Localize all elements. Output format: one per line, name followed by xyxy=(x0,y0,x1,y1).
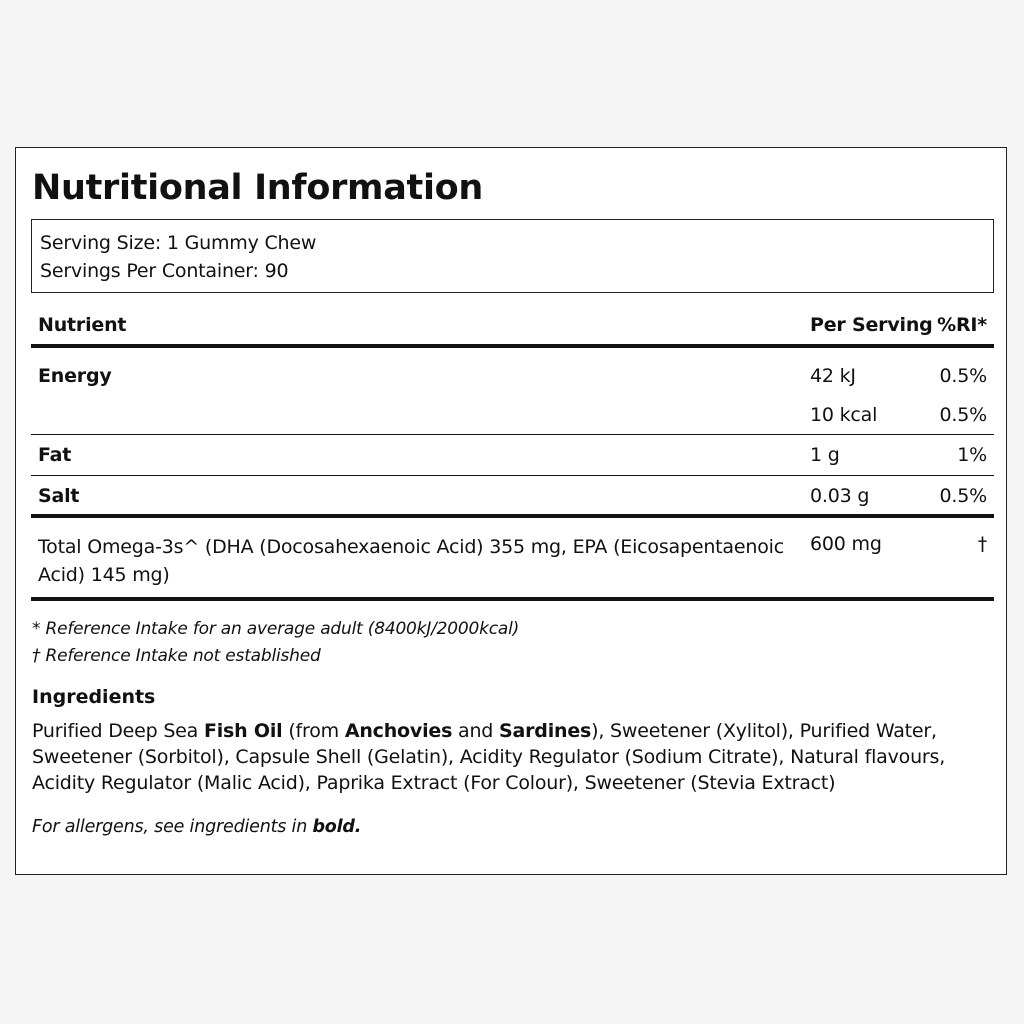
servings-per-container: Servings Per Container: 90 xyxy=(40,260,289,282)
ingredient-part: Purified Deep Sea xyxy=(32,720,204,742)
allergen-note-bold: bold. xyxy=(312,817,362,837)
energy-kj-ri: 0.5% xyxy=(939,365,987,387)
table-header-row xyxy=(31,303,994,348)
allergen-note xyxy=(32,817,361,837)
allergen-note-text: For allergens, see ingredients in xyxy=(32,817,313,837)
footnote-not-established: † Reference Intake not established xyxy=(32,646,321,666)
serving-size: Serving Size: 1 Gummy Chew xyxy=(40,232,317,254)
energy-kcal-value: 10 kcal xyxy=(810,404,878,426)
footnote-reference-intake: * Reference Intake for an average adult (8400kJ/2000kcal) xyxy=(32,619,520,639)
ingredient-part: ), Sweetener (Xylitol), Purified Water, Sweetener (Sorbitol), Capsule Shell (Gelatin), Acidity Regulator (Sodium Citrate), Natural flavours, Acidity Regulator (Malic Acid), Paprika Extract (For Colour), Sweetener (Stevia Extract) xyxy=(32,720,946,794)
table-row-energy xyxy=(31,348,994,435)
header-ri: %RI* xyxy=(937,314,987,336)
table-row-fat xyxy=(31,435,994,476)
nutrient-name: Fat xyxy=(38,444,72,466)
nutrient-name: Total Omega-3s^ (DHA (Docosahexaenoic Acid) 355 mg, EPA (Eicosapentaenoic Acid) 145 mg) xyxy=(38,536,784,586)
table-row-omega xyxy=(31,518,994,601)
footnotes xyxy=(32,616,519,670)
ingredient-allergen: Fish Oil xyxy=(203,720,283,742)
ingredient-part: and xyxy=(452,720,500,742)
omega-value: 600 mg xyxy=(810,533,882,555)
omega-ri: † xyxy=(977,533,987,555)
nutrition-table xyxy=(31,303,994,601)
energy-kcal-ri: 0.5% xyxy=(939,404,987,426)
fat-value: 1 g xyxy=(810,444,840,466)
header-nutrient: Nutrient xyxy=(38,314,127,336)
nutrition-panel xyxy=(15,147,1007,875)
nutrient-name: Energy xyxy=(38,365,112,387)
serving-info-box xyxy=(31,219,994,293)
ingredient-allergen: Sardines xyxy=(499,720,592,742)
energy-kj-value: 42 kJ xyxy=(810,365,856,387)
table-row-salt xyxy=(31,476,994,518)
salt-ri: 0.5% xyxy=(939,485,987,507)
ingredients-heading: Ingredients xyxy=(32,686,156,708)
ingredient-part: (from xyxy=(282,720,345,742)
nutrient-name: Salt xyxy=(38,485,80,507)
header-per-serving: Per Serving xyxy=(810,314,933,336)
salt-value: 0.03 g xyxy=(810,485,870,507)
ingredients-text xyxy=(32,718,982,796)
page-title: Nutritional Information xyxy=(32,168,484,208)
fat-ri: 1% xyxy=(957,444,987,466)
ingredient-allergen: Anchovies xyxy=(344,720,453,742)
